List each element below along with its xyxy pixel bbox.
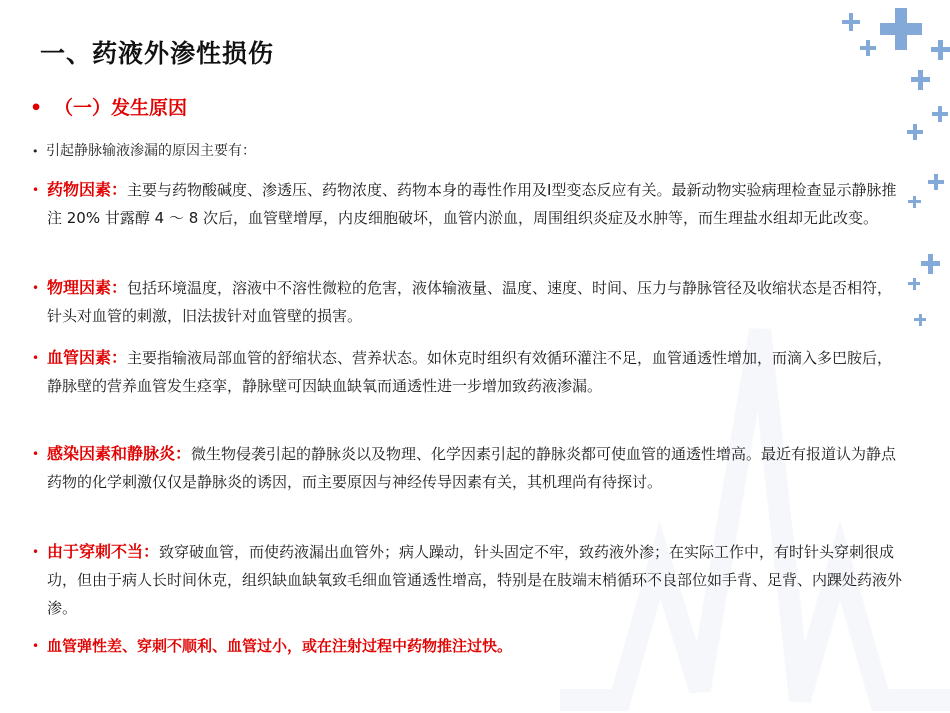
subheading-text: （一）发生原因	[54, 97, 188, 119]
factor-label: 血管因素：	[47, 348, 128, 367]
factor-label: 感染因素和静脉炎：	[47, 444, 192, 463]
factor-text: 微生物侵袭引起的静脉炎以及物理、化学因素引起的静脉炎都可使血管的通透性增高。最近有报道认为静点药物的化学刺激仅仅是静脉炎的诱因，而主要原因与神经传导因素有关，其机理尚有待探讨。	[47, 445, 897, 491]
factor-paragraph	[32, 538, 902, 622]
bullet: •	[32, 351, 40, 365]
factor-paragraph	[32, 344, 902, 400]
factor-label: 物理因素：	[47, 278, 128, 297]
bullet: •	[30, 97, 43, 119]
factor-paragraph	[32, 176, 902, 232]
intro-line	[32, 140, 256, 160]
factor-text: 主要指输液局部血管的舒缩状态、营养状态。如休克时组织有效循环灌注不足，血管通透性增加，而滴入多巴胺后，静脉壁的营养血管发生痉挛，静脉壁可因缺血缺氧而通透性进一步增加致药液渗漏。	[47, 349, 893, 395]
factor-text: 包括环境温度，溶液中不溶性微粒的危害，液体输液量、温度、速度、时间、压力与静脉管径及收缩状态是否相符，针头对血管的刺激，旧法拔针对血管壁的损害。	[47, 279, 893, 325]
bullet: •	[32, 545, 40, 559]
bullet: •	[32, 281, 40, 295]
factor-paragraph	[32, 274, 902, 330]
page-title: 一、药液外渗性损伤	[40, 39, 275, 68]
bullet: •	[32, 447, 40, 461]
bullet: •	[32, 639, 40, 653]
bullet: •	[32, 145, 39, 158]
factor-text: 致穿破血管，而使药液漏出血管外；病人躁动，针头固定不牢，致药液外渗；在实际工作中，有时针头穿刺很成功，但由于病人长时间休克，组织缺血缺氧致毛细血管通透性增高，特别是在肢端末梢循环不良部位如手背、足背、内踝处药液外渗。	[47, 543, 903, 617]
section-subheading	[30, 93, 187, 120]
final-point-text: 血管弹性差、穿刺不顺利、血管过小，或在注射过程中药物推注过快。	[47, 637, 513, 655]
factor-label: 由于穿刺不当：	[47, 542, 160, 561]
bullet: •	[32, 183, 40, 197]
factor-label: 药物因素：	[47, 180, 128, 199]
intro-text: 引起静脉输液渗漏的原因主要有：	[46, 143, 256, 159]
factor-text: 主要与药物酸碱度、渗透压、药物浓度、药物本身的毒性作用及Ⅰ型变态反应有关。最新动物实验病理检查显示静脉推注 20% 甘露醇 4 ～ 8 次后，血管壁增厚，内皮细胞破坏，血管内淤血，周围组织炎症及水肿等，而生理盐水组却无此改变。	[47, 181, 897, 227]
factor-paragraph	[32, 440, 902, 496]
final-point	[32, 632, 902, 660]
